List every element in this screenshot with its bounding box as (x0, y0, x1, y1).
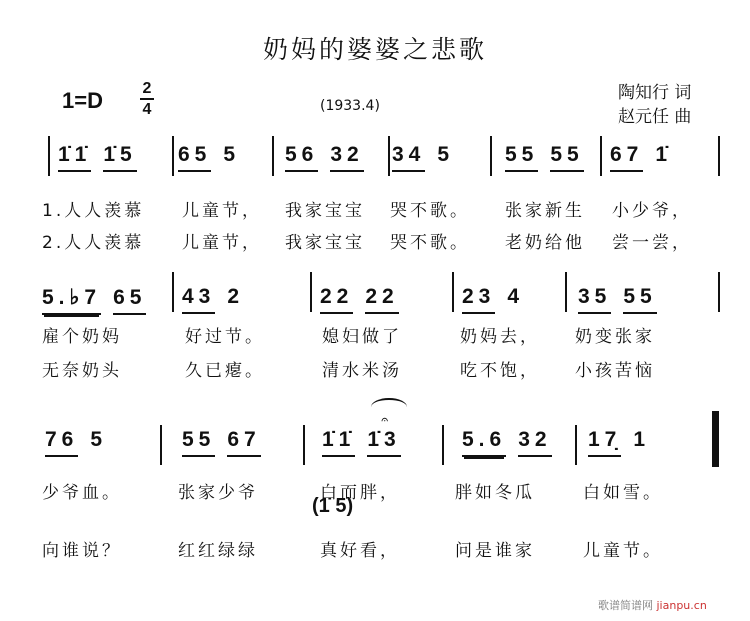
note-group (507, 285, 524, 312)
note-text: 55 (182, 428, 216, 451)
lyric-segment: 奶变张家 (575, 327, 655, 347)
note-group (90, 428, 107, 455)
note-text: 5 (437, 143, 455, 166)
lyric-segment: 白如雪。 (583, 483, 663, 503)
watermark-text: 歌谱简谱网 (598, 599, 653, 612)
note-text: 4 (507, 285, 525, 308)
bar-line (575, 425, 577, 465)
note-group (462, 285, 495, 314)
lyric-segment: 无奈奶头 (42, 361, 122, 381)
lyric-segment: 红红绿绿 (178, 541, 258, 561)
measure (285, 143, 376, 172)
note-text: 65 (113, 286, 147, 309)
note-text: 55 (505, 143, 539, 166)
bar-line (160, 425, 162, 465)
lyric-segment: 问是谁家 (455, 541, 535, 561)
lyric-segment: 儿童节， (182, 233, 262, 253)
note-group (367, 414, 401, 457)
final-double-barline (712, 411, 719, 467)
lyric-segment: 清水米汤 (322, 361, 402, 381)
lyric-segment: 1.人人羡慕 (42, 201, 145, 221)
note-text: 56 (285, 143, 319, 166)
measure (462, 428, 564, 457)
note-group (42, 285, 101, 315)
lyric-segment: 雇个奶妈 (42, 327, 122, 347)
measure (588, 428, 662, 457)
bar-line (452, 272, 454, 312)
note-text: 32 (518, 428, 552, 451)
lyric-segment: 尝一尝， (612, 233, 692, 253)
lyric-segment: 我家宝宝 (285, 233, 365, 253)
time-top: 2 (142, 80, 152, 97)
measure (322, 414, 413, 457)
note-text: 1̇ (655, 143, 673, 166)
time-divider (140, 98, 154, 100)
lyric-segment: 白而胖， (320, 483, 400, 503)
note-group (462, 428, 506, 457)
note-group (623, 285, 656, 314)
note-text: 1̇5 (103, 143, 137, 166)
measure (320, 285, 411, 314)
note-text: 5 (223, 143, 241, 166)
note-group (58, 143, 91, 172)
note-text: 67 (610, 143, 644, 166)
note-text: 1̇1̇ (322, 428, 356, 451)
lyric-segment: 哭不歌。 (390, 201, 470, 221)
note-group (518, 428, 551, 457)
measure (42, 285, 158, 315)
bar-line (172, 136, 174, 176)
note-group (633, 428, 650, 455)
note-group (113, 286, 146, 315)
note-group (182, 285, 215, 314)
measure (610, 143, 684, 172)
measure (182, 428, 273, 457)
note-group (320, 285, 353, 314)
note-text: 22 (320, 285, 354, 308)
note-group (392, 143, 425, 172)
lyric-segment: 张家新生 (505, 201, 585, 221)
lyric-segment: 儿童节， (182, 201, 262, 221)
lyric-segment: 2.人人羡慕 (42, 233, 145, 253)
lyric-segment: 儿童节。 (583, 541, 663, 561)
note-group (588, 428, 621, 457)
lyricist-credit: 陶知行 词 (618, 83, 692, 103)
bar-line (565, 272, 567, 312)
lyric-segment: 张家少爷 (178, 483, 258, 503)
bar-line (718, 272, 720, 312)
note-group (45, 428, 78, 457)
note-group (330, 143, 363, 172)
measure (462, 285, 536, 314)
measure (578, 285, 669, 314)
note-group (285, 143, 318, 172)
lyric-segment: 哭不歌。 (390, 233, 470, 253)
bar-line (490, 136, 492, 176)
note-group (437, 143, 454, 170)
note-group (550, 143, 583, 172)
measure (178, 143, 252, 172)
lyric-segment: 老奶给他 (505, 233, 585, 253)
note-text: 32 (330, 143, 364, 166)
note-group (103, 143, 136, 172)
note-group (505, 143, 538, 172)
time-signature (140, 80, 154, 118)
bar-line (272, 136, 274, 176)
bar-line (718, 136, 720, 176)
bar-line (600, 136, 602, 176)
note-group (182, 428, 215, 457)
measure (505, 143, 596, 172)
note-group (227, 285, 244, 312)
bar-line (310, 272, 312, 312)
note-text: 1̇1̇ (58, 143, 92, 166)
lyric-segment: 真好看， (320, 541, 400, 561)
measure (58, 143, 149, 172)
note-group (227, 428, 260, 457)
key-signature: 1=D (62, 88, 103, 113)
watermark-url: jianpu.cn (656, 599, 707, 612)
note-text: 2 (227, 285, 245, 308)
composition-date: (1933.4) (320, 98, 380, 114)
note-text: 34 (392, 143, 426, 166)
lyric-segment: 吃不饱， (460, 361, 540, 381)
measure (392, 143, 466, 172)
fermata-icon: 𝄐 (381, 414, 393, 426)
note-text: 76 (45, 428, 79, 451)
bar-line (388, 136, 390, 176)
watermark (598, 597, 707, 613)
note-text: 1̇3 (367, 428, 401, 451)
note-text: 1 (633, 428, 651, 451)
lyric-segment: 胖如冬瓜 (455, 483, 535, 503)
alternate-notes: (1̇ 5) (312, 495, 354, 517)
lyric-segment: 小少爷， (612, 201, 692, 221)
note-group (365, 285, 398, 314)
lyric-segment: 向谁说？ (42, 541, 122, 561)
bar-line (303, 425, 305, 465)
lyric-segment: 好过节。 (185, 327, 265, 347)
note-text: 67 (227, 428, 261, 451)
note-group (578, 285, 611, 314)
note-text: 43 (182, 285, 216, 308)
note-text: 23 (462, 285, 496, 308)
lyric-segment: 小孩苦恼 (575, 361, 655, 381)
note-text: 65 (178, 143, 212, 166)
note-group (655, 143, 672, 170)
bar-line (172, 272, 174, 312)
time-bottom: 4 (142, 101, 152, 118)
note-group (610, 143, 643, 172)
note-text: 55 (550, 143, 584, 166)
note-group (178, 143, 211, 172)
lyric-segment: 少爷血。 (42, 483, 122, 503)
measure (182, 285, 256, 314)
note-group (223, 143, 240, 170)
note-text: 55 (623, 285, 657, 308)
bar-line (442, 425, 444, 465)
lyric-segment: 媳妇做了 (322, 327, 402, 347)
note-text: 5.6 (462, 428, 507, 451)
note-text: 5 (90, 428, 108, 451)
note-text: 5.♭7 (42, 286, 102, 309)
note-group (322, 428, 355, 457)
song-title: 奶妈的婆婆之悲歌 (262, 35, 487, 64)
composer-credit: 赵元任 曲 (618, 107, 692, 127)
measure (45, 428, 119, 457)
note-text: 22 (365, 285, 399, 308)
note-text: 17̣ (588, 428, 622, 451)
bar-line (48, 136, 50, 176)
lyric-segment: 奶妈去， (460, 327, 540, 347)
lyric-segment: 我家宝宝 (285, 201, 365, 221)
lyric-segment: 久已瘪。 (185, 361, 265, 381)
note-text: 35 (578, 285, 612, 308)
